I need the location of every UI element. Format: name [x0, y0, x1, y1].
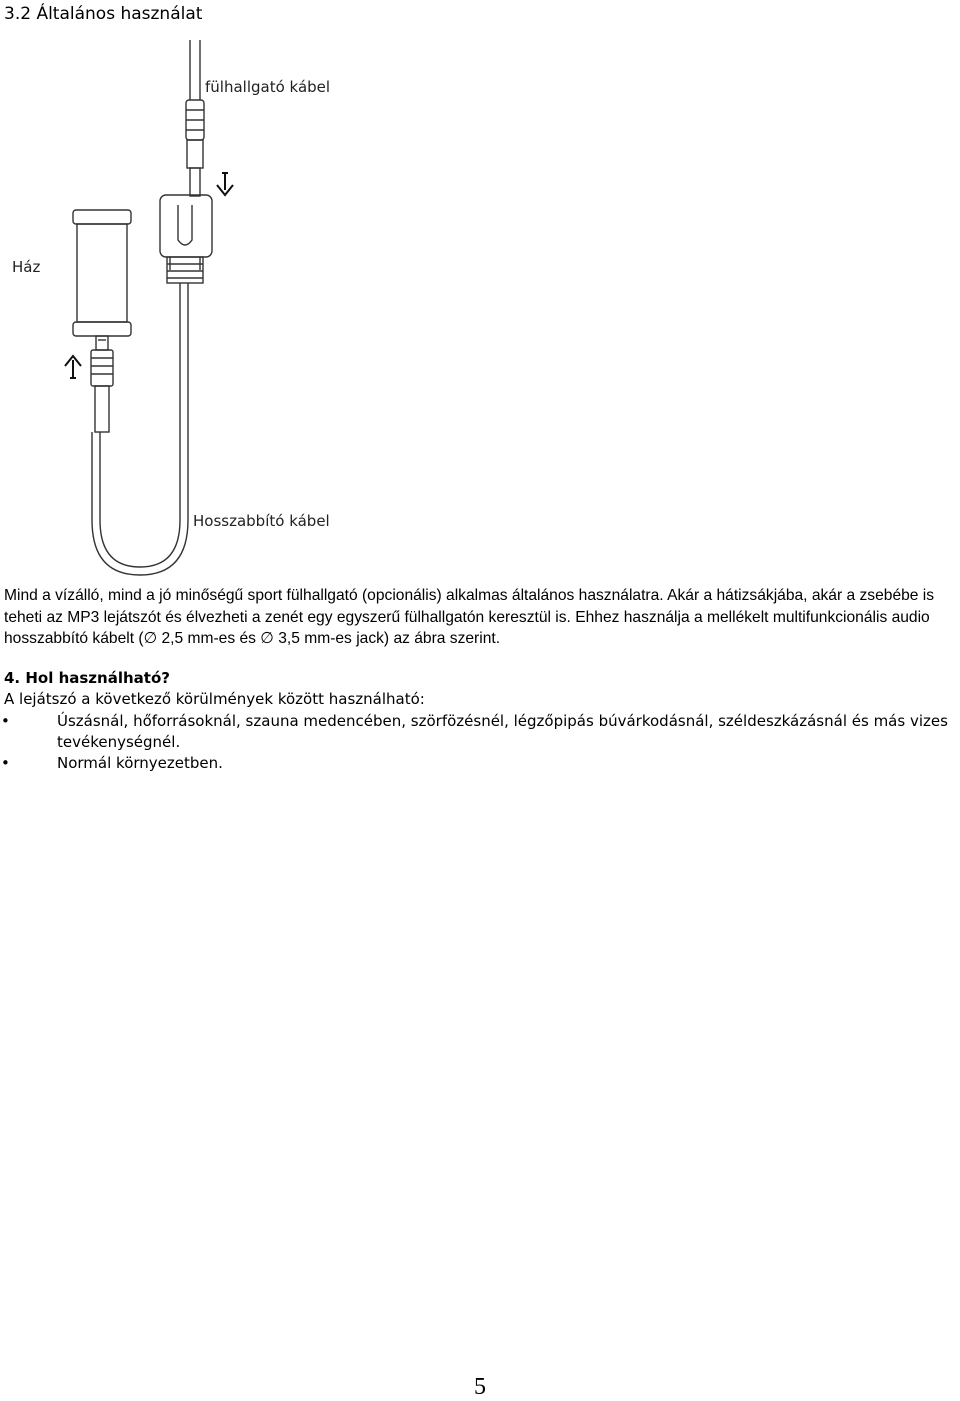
section-title: 4. Hol használható? — [4, 669, 170, 687]
usage-list — [0, 711, 960, 774]
earphone-cable-label: fülhallgató kábel — [205, 78, 331, 96]
list-item-text: Normál környezetben. — [57, 754, 223, 772]
extension-cable-label: Hosszabbító kábel — [193, 512, 330, 530]
section-heading: 3.2 Általános használat — [4, 4, 203, 24]
list-item-text: Úszásnál, hőforrásoknál, szauna medencében, szörfözésnél, légzőpipás búvárkodásnál, széldeszkázásnál és más vizes tevékenységnél. — [57, 712, 948, 751]
diameter-symbol: ∅ — [260, 629, 274, 647]
cable-diagram — [0, 40, 420, 580]
paragraph-text-3: 3,5 mm-es jack) az ábra szerint. — [273, 630, 501, 647]
page-number: 5 — [474, 1374, 486, 1400]
diameter-symbol: ∅ — [143, 629, 158, 647]
paragraph-text-1: Mind a vízálló, mind a jó minőségű sport fülhallgató (opcionális) alkalmas általános használatra. Akár a hátizsákjába, akár a zsebébe is teheti az MP3 lejátszót és élvezheti a zenét egy egyszerű fülhallgatón keresztül is. Ehhez használja a mellékelt multifunkcionális audio hosszabbító kábelt ( — [4, 587, 935, 647]
bullet-icon: • — [1, 754, 10, 772]
housing-label: Ház — [12, 258, 41, 276]
usage-paragraph — [4, 585, 960, 650]
list-item — [0, 711, 960, 753]
bullet-icon: • — [1, 712, 10, 730]
list-item — [0, 753, 960, 774]
section-intro: A lejátszó a következő körülmények között használható: — [4, 690, 425, 708]
paragraph-text-2: 2,5 mm-es és — [157, 630, 261, 647]
cable-diagram-drawing — [0, 40, 420, 580]
